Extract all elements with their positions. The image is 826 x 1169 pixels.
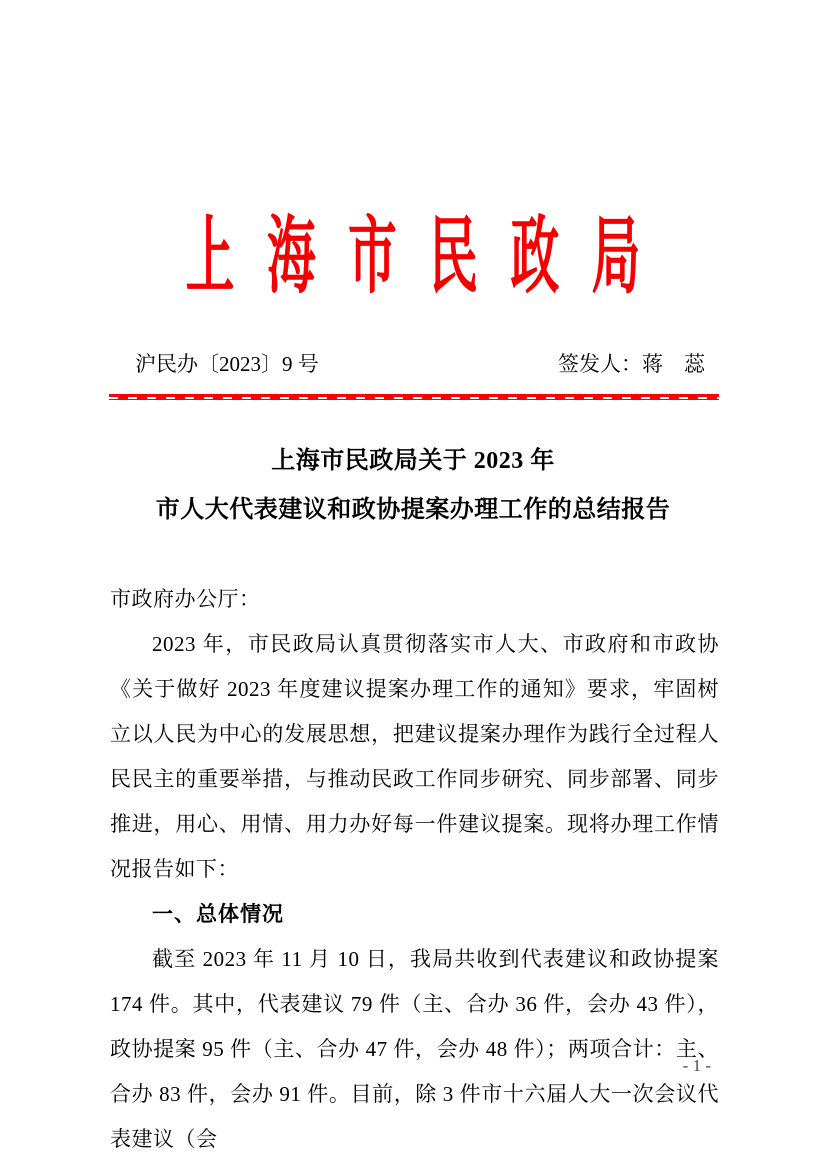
document-title-line2: 市人大代表建议和政协提案办理工作的总结报告 [155, 497, 671, 523]
agency-title: 上海市民政局 [185, 210, 673, 304]
doc-meta-row [110, 349, 719, 379]
section-heading-overall-situation: 一、总体情况 [152, 903, 284, 926]
document-title [0, 437, 826, 535]
page-footer [110, 1056, 719, 1076]
red-divider-line [109, 394, 719, 400]
issuer [558, 349, 719, 379]
document-title-line1: 上海市民政局关于 2023 年 [271, 448, 555, 474]
page-number: - 1 - [682, 1056, 711, 1075]
paragraph-overview: 2023 年，市民政局认真贯彻落实市人大、市政府和市政协《关于做好 2023 年度建议提案办理工作的通知》要求，牢固树立以人民为中心的发展思想，把建议提案办理作为践行全过程人民民主的重要举措，与推动民政工作同步研究、同步部署、同步推进，用心、用情、用力办好每一件建议提案。现将办理工作情况报告如下： [110, 632, 719, 881]
salutation: 市政府办公厅： [110, 587, 261, 611]
document-header [0, 198, 826, 304]
issuer-label: 签发人： [558, 352, 642, 376]
issuer-name: 蒋 蕊 [642, 352, 705, 376]
doc-number: 沪民办〔2023〕9 号 [135, 352, 319, 376]
paragraph-statistics: 截至 2023 年 11 月 10 日，我局共收到代表建议和政协提案 174 件。其中，代表建议 79 件（主、合办 36 件，会办 43 件），政协提案 95 件（主、合办 47 件，会办 48 件）；两项合计：主、合办 83 件，会办 91 件。目前，除 3 件市十六届人大一次会议代表建议（会 [110, 947, 719, 1151]
